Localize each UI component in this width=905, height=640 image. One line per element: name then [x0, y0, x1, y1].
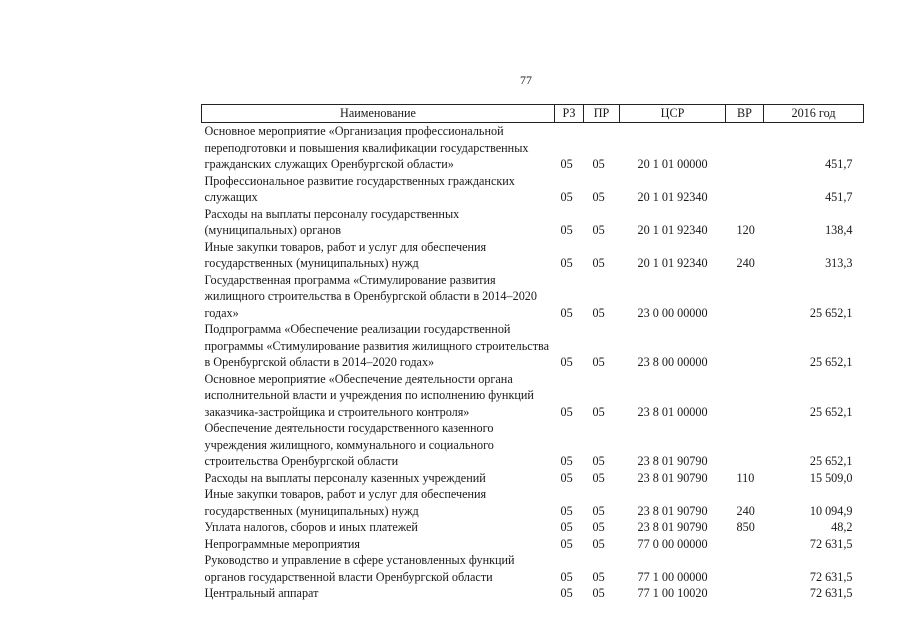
- table-row: [202, 173, 864, 206]
- cell-vr: 240: [736, 503, 755, 518]
- cell-pr: 05: [592, 256, 605, 270]
- cell-rz: 05: [560, 223, 573, 237]
- header-rz: РЗ: [555, 105, 584, 123]
- table-row: [202, 470, 864, 487]
- cell-vr: 240: [736, 256, 755, 270]
- cell-name: Уплата налогов, сборов и иных платежей: [204, 520, 418, 534]
- cell-sum: 10 094,9: [809, 503, 853, 518]
- cell-vr: [726, 552, 764, 585]
- cell-csr: 20 1 01 92340: [637, 190, 708, 204]
- cell-sum: 25 652,1: [809, 454, 853, 468]
- cell-vr: [726, 272, 764, 322]
- cell-sum: 72 631,5: [809, 586, 853, 600]
- cell-sum: 138,4: [825, 223, 853, 237]
- table-row: [202, 420, 864, 470]
- cell-rz: 05: [560, 355, 573, 369]
- header-csr: ЦСР: [620, 105, 726, 123]
- cell-sum: 451,7: [825, 157, 853, 171]
- table-row: [202, 371, 864, 421]
- cell-csr: 23 8 01 90790: [637, 520, 708, 534]
- cell-vr: [726, 585, 764, 602]
- cell-sum: 72 631,5: [809, 569, 853, 584]
- table-row: [202, 486, 864, 519]
- cell-rz: 05: [560, 157, 573, 171]
- cell-rz: 05: [560, 536, 573, 551]
- cell-vr: [726, 173, 764, 206]
- cell-vr: [726, 123, 764, 173]
- cell-pr: 05: [592, 536, 605, 551]
- cell-vr: 120: [736, 223, 755, 237]
- header-year: 2016 год: [764, 105, 864, 123]
- cell-rz: 05: [560, 256, 573, 270]
- cell-name: Иные закупки товаров, работ и услуг для обеспечения государственных (муниципальных) нужд: [204, 487, 487, 518]
- cell-sum: 451,7: [825, 190, 853, 204]
- header-pr: ПР: [584, 105, 620, 123]
- cell-rz: 05: [560, 569, 573, 584]
- cell-rz: 05: [560, 470, 573, 485]
- cell-pr: 05: [592, 190, 605, 204]
- cell-vr: [726, 420, 764, 470]
- cell-rz: 05: [560, 190, 573, 204]
- cell-vr: [726, 536, 764, 553]
- cell-name: Центральный аппарат: [204, 586, 319, 600]
- cell-csr: 77 0 00 00000: [637, 536, 708, 551]
- table-row: [202, 585, 864, 602]
- cell-pr: 05: [592, 520, 605, 534]
- cell-name: Основное мероприятие «Организация профессиональной переподготовки и повышения квалификации государственных гражданских служащих Оренбургской области»: [204, 124, 529, 171]
- cell-pr: 05: [592, 223, 605, 237]
- cell-name: Руководство и управление в сфере установленных функций органов государственной власти Оренбургской области: [204, 553, 515, 584]
- cell-csr: 23 8 01 00000: [637, 404, 708, 419]
- cell-rz: 05: [560, 520, 573, 534]
- cell-rz: 05: [560, 404, 573, 419]
- cell-name: Основное мероприятие «Обеспечение деятельности органа исполнительной власти и учреждения по исполнению функций заказчика-застройщика и строительного контроля»: [204, 371, 534, 419]
- cell-name: Подпрограмма «Обеспечение реализации государственной программы «Стимулирование развития жилищного строительства в Оренбургской области в 2014–2020 годах»: [204, 322, 550, 369]
- cell-sum: 25 652,1: [809, 305, 853, 320]
- header-name: Наименование: [202, 105, 555, 123]
- cell-pr: 05: [592, 454, 605, 468]
- cell-csr: 23 8 01 90790: [637, 454, 708, 468]
- cell-rz: 05: [560, 305, 573, 320]
- cell-name: Непрограммные мероприятия: [204, 536, 361, 551]
- cell-pr: 05: [592, 470, 605, 485]
- cell-name: Профессиональное развитие государственных гражданских служащих: [204, 173, 515, 204]
- cell-name: Расходы на выплаты персоналу казенных учреждений: [204, 470, 486, 485]
- table-body: [202, 123, 864, 602]
- cell-pr: 05: [592, 305, 605, 320]
- budget-table: [201, 104, 864, 602]
- cell-name: Иные закупки товаров, работ и услуг для обеспечения государственных (муниципальных) нужд: [204, 239, 487, 270]
- cell-pr: 05: [592, 404, 605, 419]
- cell-vr: 850: [736, 520, 755, 534]
- table-row: [202, 272, 864, 322]
- cell-name: Государственная программа «Стимулирование развития жилищного строительства в Оренбургской области в 2014–2020 годах»: [204, 272, 537, 320]
- cell-name: Обеспечение деятельности государственного казенного учреждения жилищного, коммунального и социального строительства Оренбургской области: [204, 421, 494, 468]
- cell-pr: 05: [592, 157, 605, 171]
- cell-vr: [726, 371, 764, 421]
- table-row: [202, 321, 864, 371]
- cell-pr: 05: [592, 569, 605, 584]
- cell-csr: 23 8 01 90790: [637, 470, 708, 485]
- cell-pr: 05: [592, 586, 605, 600]
- cell-csr: 77 1 00 10020: [637, 586, 708, 600]
- cell-csr: 20 1 01 92340: [637, 223, 708, 237]
- cell-sum: 15 509,0: [809, 470, 853, 485]
- cell-pr: 05: [592, 503, 605, 518]
- table-row: [202, 123, 864, 173]
- table-row: [202, 206, 864, 239]
- cell-csr: 23 8 00 00000: [637, 355, 708, 369]
- cell-csr: 23 8 01 90790: [637, 503, 708, 518]
- table-row: [202, 239, 864, 272]
- cell-vr: [726, 321, 764, 371]
- table-row: [202, 519, 864, 536]
- cell-rz: 05: [560, 586, 573, 600]
- cell-csr: 20 1 01 92340: [637, 256, 708, 270]
- cell-vr: 110: [736, 470, 755, 485]
- cell-name: Расходы на выплаты персоналу государственных (муниципальных) органов: [204, 206, 460, 237]
- budget-table-container: [201, 104, 863, 602]
- cell-csr: 77 1 00 00000: [637, 569, 708, 584]
- cell-sum: 25 652,1: [809, 404, 853, 419]
- cell-sum: 48,2: [831, 520, 853, 534]
- cell-pr: 05: [592, 355, 605, 369]
- cell-sum: 72 631,5: [809, 536, 853, 551]
- cell-rz: 05: [560, 503, 573, 518]
- cell-sum: 25 652,1: [809, 355, 853, 369]
- cell-csr: 20 1 01 00000: [637, 157, 708, 171]
- cell-csr: 23 0 00 00000: [637, 305, 708, 320]
- header-vr: ВР: [726, 105, 764, 123]
- page-number: 77: [520, 73, 532, 87]
- cell-rz: 05: [560, 454, 573, 468]
- table-header-row: [202, 105, 864, 123]
- cell-sum: 313,3: [825, 256, 853, 270]
- table-row: [202, 536, 864, 553]
- table-row: [202, 552, 864, 585]
